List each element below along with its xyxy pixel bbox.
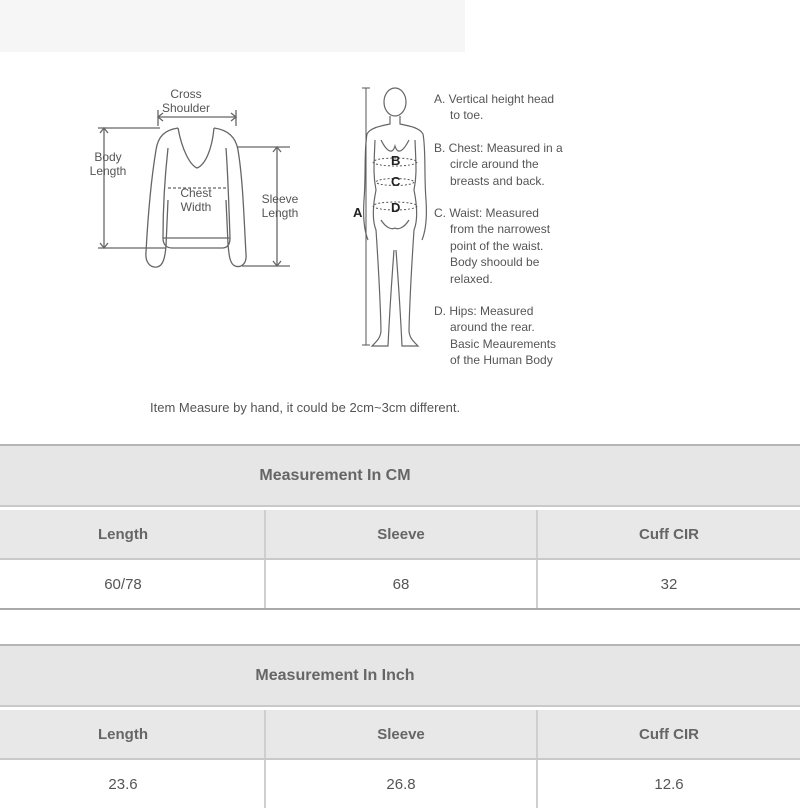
letter-b: B	[391, 153, 401, 168]
body-label-line1: Body	[94, 150, 122, 164]
inch-value-length: 23.6	[0, 760, 266, 808]
legend-c-line5: relaxed.	[450, 271, 493, 286]
cm-value-length: 60/78	[0, 560, 266, 608]
legend-d	[434, 303, 556, 369]
sleeve-length-label	[256, 192, 304, 220]
letter-d: D	[391, 200, 401, 215]
garment-diagram	[0, 0, 363, 300]
row-separator	[0, 608, 800, 610]
legend-b-line1: B. Chest: Measured in a	[434, 141, 563, 155]
cm-header-row	[0, 510, 800, 558]
inch-header-sleeve: Sleeve	[266, 710, 538, 758]
inch-header-cuff: Cuff CIR	[639, 725, 699, 743]
letter-a: A	[353, 205, 363, 220]
body-figure	[340, 80, 440, 360]
chest-label-line2: Width	[180, 200, 212, 214]
inch-value-sleeve: 26.8	[266, 760, 538, 808]
legend-d-line3: Basic Meaurements	[450, 336, 557, 351]
legend-a-line2: to toe.	[450, 108, 484, 123]
cm-header-cuff: Cuff CIR	[639, 525, 699, 543]
inch-table-title-row	[0, 644, 800, 707]
cross-label-line1: Cross	[170, 87, 202, 101]
cm-header-sleeve: Sleeve	[266, 510, 538, 558]
inch-header-length: Length	[0, 710, 266, 758]
legend-b	[434, 140, 563, 189]
cross-label-line2: Shoulder	[161, 101, 211, 115]
inch-table-title: Measurement In Inch	[255, 666, 415, 684]
inch-value-row	[0, 760, 800, 808]
chest-label-line1: Chest	[180, 186, 212, 200]
legend-b-line3: breasts and back.	[450, 173, 545, 188]
inch-value-cuff: 12.6	[654, 775, 684, 793]
cm-value-sleeve: 68	[266, 560, 538, 608]
sleeve-label-line2: Length	[261, 206, 299, 220]
cm-table-title-row	[0, 444, 800, 507]
cross-shoulder-label	[160, 87, 212, 115]
cm-table-title: Measurement In CM	[259, 466, 411, 484]
legend-a-line1: A. Vertical height head	[434, 92, 555, 106]
chest-width-label	[174, 186, 218, 214]
inch-table	[0, 644, 800, 808]
measure-note: Item Measure by hand, it could be 2cm~3cm different.	[150, 400, 461, 415]
legend-d-line4: of the Human Body	[450, 353, 553, 368]
legend-d-line1: D. Hips: Measured	[434, 304, 534, 318]
cm-value-row	[0, 560, 800, 608]
legend-c-line4: Body shoould be	[450, 255, 540, 270]
legend-c-line3: point of the waist.	[450, 238, 544, 253]
body-label-line2: Length	[89, 164, 127, 178]
legend-c-line2: from the narrowest	[450, 222, 551, 237]
cm-value-cuff: 32	[660, 575, 678, 593]
body-length-label	[88, 150, 128, 178]
sleeve-label-line1: Sleeve	[261, 192, 299, 206]
cm-header-length: Length	[0, 510, 266, 558]
legend-d-line2: around the rear.	[450, 320, 535, 335]
legend-a	[434, 91, 554, 124]
inch-header-row	[0, 710, 800, 758]
legend-c-line1: C. Waist: Measured	[434, 206, 539, 220]
legend-b-line2: circle around the	[450, 157, 539, 172]
cm-table	[0, 444, 800, 610]
legend-c	[434, 205, 550, 287]
letter-c: C	[391, 174, 401, 189]
